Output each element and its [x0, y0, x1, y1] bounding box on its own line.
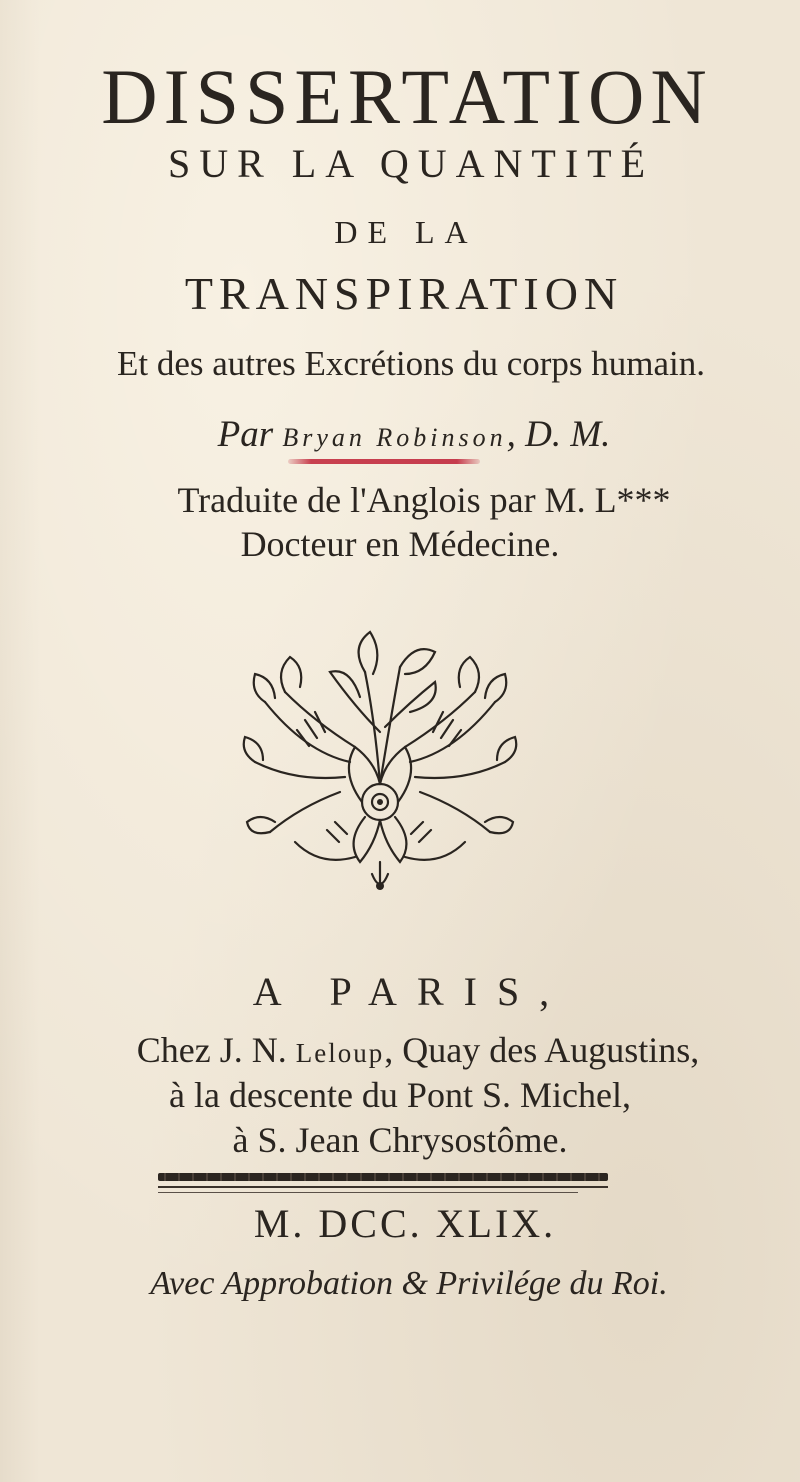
author-name: Bryan Robinson: [282, 423, 507, 452]
author-line: [0, 412, 800, 461]
thin-rule-lower: [158, 1192, 578, 1193]
publisher-line: [0, 1028, 800, 1075]
translator-line-2: Docteur en Médecine.: [240, 524, 560, 564]
red-rule: [288, 459, 480, 464]
author-prefix: Par: [217, 414, 283, 455]
author-suffix: , D. M.: [506, 414, 611, 455]
title-line-1: DISSERTATION: [101, 53, 713, 140]
translator-line-1: Traduite de l'Anglois par M. L***: [177, 480, 671, 520]
imprint-city: A PARIS,: [252, 969, 570, 1014]
ornamental-rule: [158, 1173, 608, 1181]
publisher-prefix: Chez J. N.: [136, 1030, 296, 1070]
address-line-2: à la descente du Pont S. Michel,: [169, 1075, 631, 1115]
publisher-name: Leloup: [295, 1038, 385, 1068]
publisher-suffix: , Quay des Augustins,: [384, 1030, 700, 1070]
title-line-4: TRANSPIRATION: [184, 268, 624, 319]
title-line-3: DE LA: [334, 214, 478, 250]
floral-vignette-icon: [235, 612, 525, 902]
imprint-year: M. DCC. XLIX.: [253, 1201, 557, 1246]
address-line-3: à S. Jean Chrysostôme.: [232, 1120, 568, 1160]
subtitle: Et des autres Excrétions du corps humain.: [116, 344, 706, 383]
privilege-line: Avec Approbation & Privilége du Roi.: [150, 1265, 668, 1302]
title-line-2: SUR LA QUANTITÉ: [167, 141, 655, 186]
thin-rule: [158, 1186, 608, 1188]
